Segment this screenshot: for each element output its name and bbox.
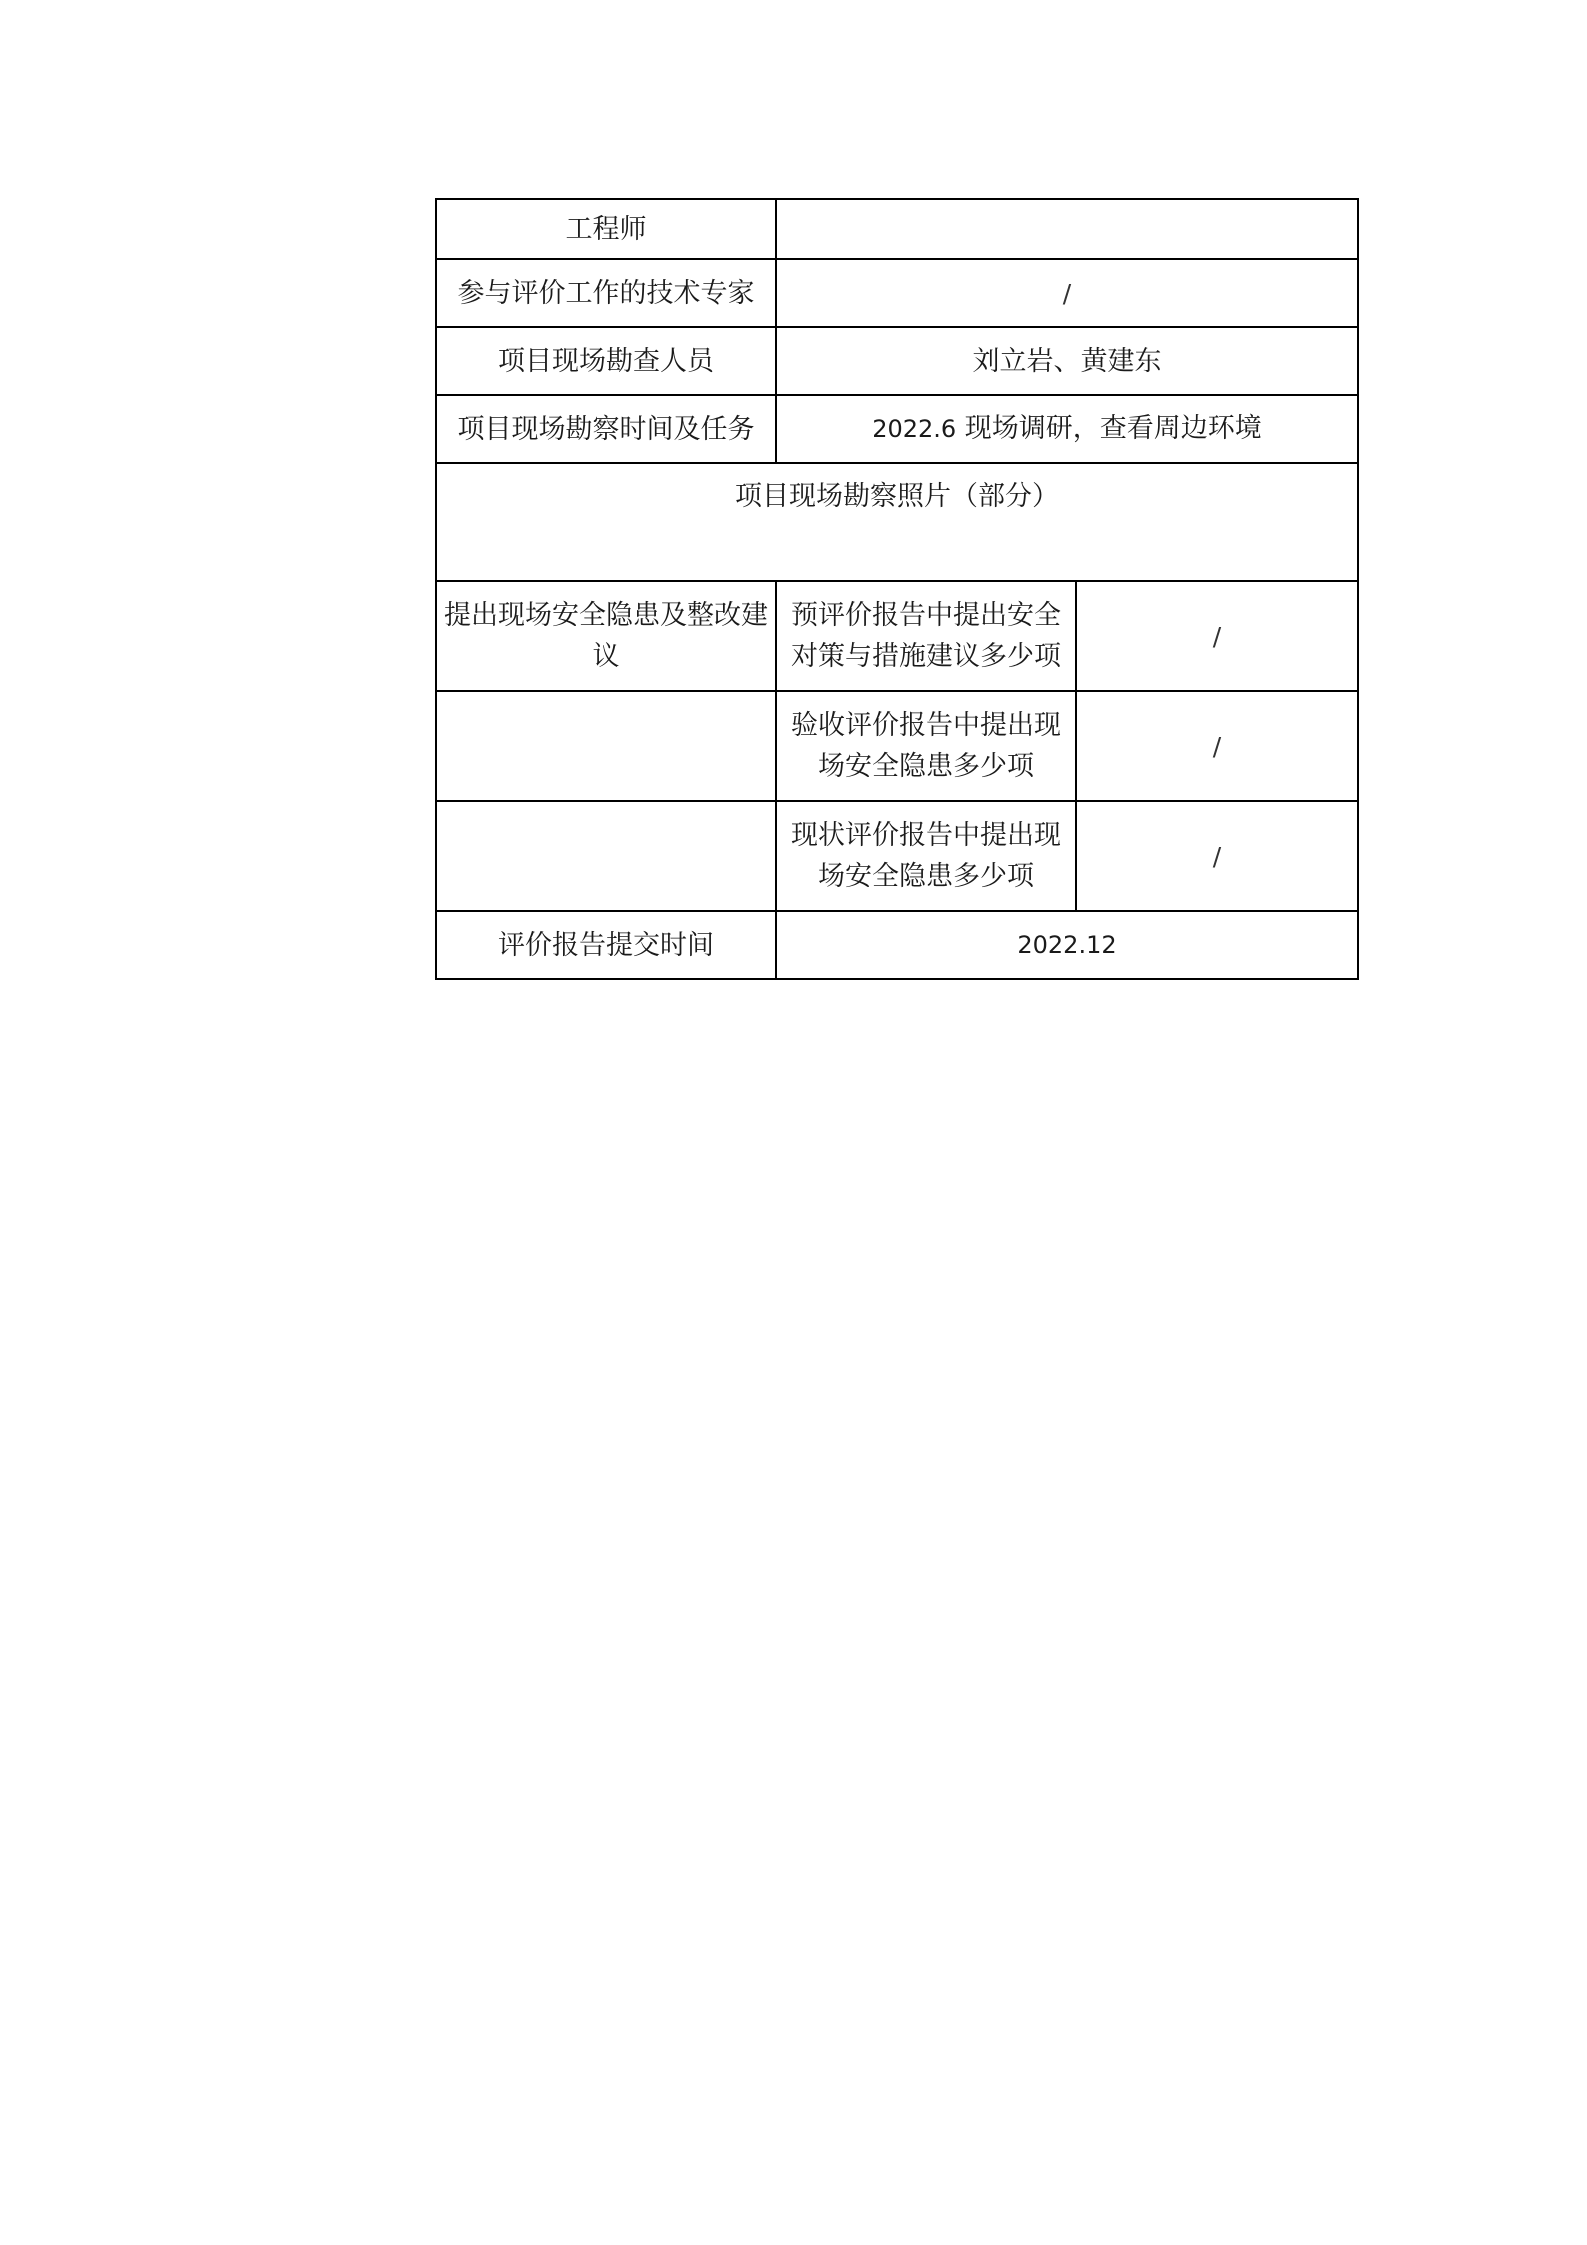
experts-label: 参与评价工作的技术专家 bbox=[436, 259, 776, 327]
submit-time-label: 评价报告提交时间 bbox=[436, 911, 776, 979]
hazards-label: 提出现场安全隐患及整改建议 bbox=[436, 581, 776, 691]
survey-staff-label: 项目现场勘查人员 bbox=[436, 327, 776, 395]
engineer-value bbox=[776, 199, 1358, 259]
survey-staff-row bbox=[436, 327, 1358, 395]
photos-row bbox=[436, 463, 1358, 581]
photos-label: 项目现场勘察照片（部分） bbox=[436, 463, 1358, 581]
pre-eval-label: 预评价报告中提出安全对策与措施建议多少项 bbox=[776, 581, 1076, 691]
acceptance-eval-empty-cell bbox=[436, 691, 776, 801]
status-eval-row bbox=[436, 801, 1358, 911]
submit-time-row bbox=[436, 911, 1358, 979]
engineer-row bbox=[436, 199, 1358, 259]
acceptance-eval-row bbox=[436, 691, 1358, 801]
status-eval-value: / bbox=[1076, 801, 1358, 911]
acceptance-eval-value: / bbox=[1076, 691, 1358, 801]
survey-time-row bbox=[436, 395, 1358, 463]
hazards-row bbox=[436, 581, 1358, 691]
submit-time-value: 2022.12 bbox=[776, 911, 1358, 979]
acceptance-eval-label: 验收评价报告中提出现场安全隐患多少项 bbox=[776, 691, 1076, 801]
experts-row bbox=[436, 259, 1358, 327]
status-eval-empty-cell bbox=[436, 801, 776, 911]
survey-staff-value: 刘立岩、黄建东 bbox=[776, 327, 1358, 395]
survey-time-value bbox=[776, 395, 1358, 463]
engineer-label: 工程师 bbox=[436, 199, 776, 259]
survey-date: 2022.6 bbox=[872, 415, 957, 443]
status-eval-label: 现状评价报告中提出现场安全隐患多少项 bbox=[776, 801, 1076, 911]
pre-eval-value: / bbox=[1076, 581, 1358, 691]
survey-time-label: 项目现场勘察时间及任务 bbox=[436, 395, 776, 463]
survey-task: 现场调研，查看周边环境 bbox=[964, 413, 1262, 444]
experts-value: / bbox=[776, 259, 1358, 327]
evaluation-info-table bbox=[435, 198, 1359, 980]
